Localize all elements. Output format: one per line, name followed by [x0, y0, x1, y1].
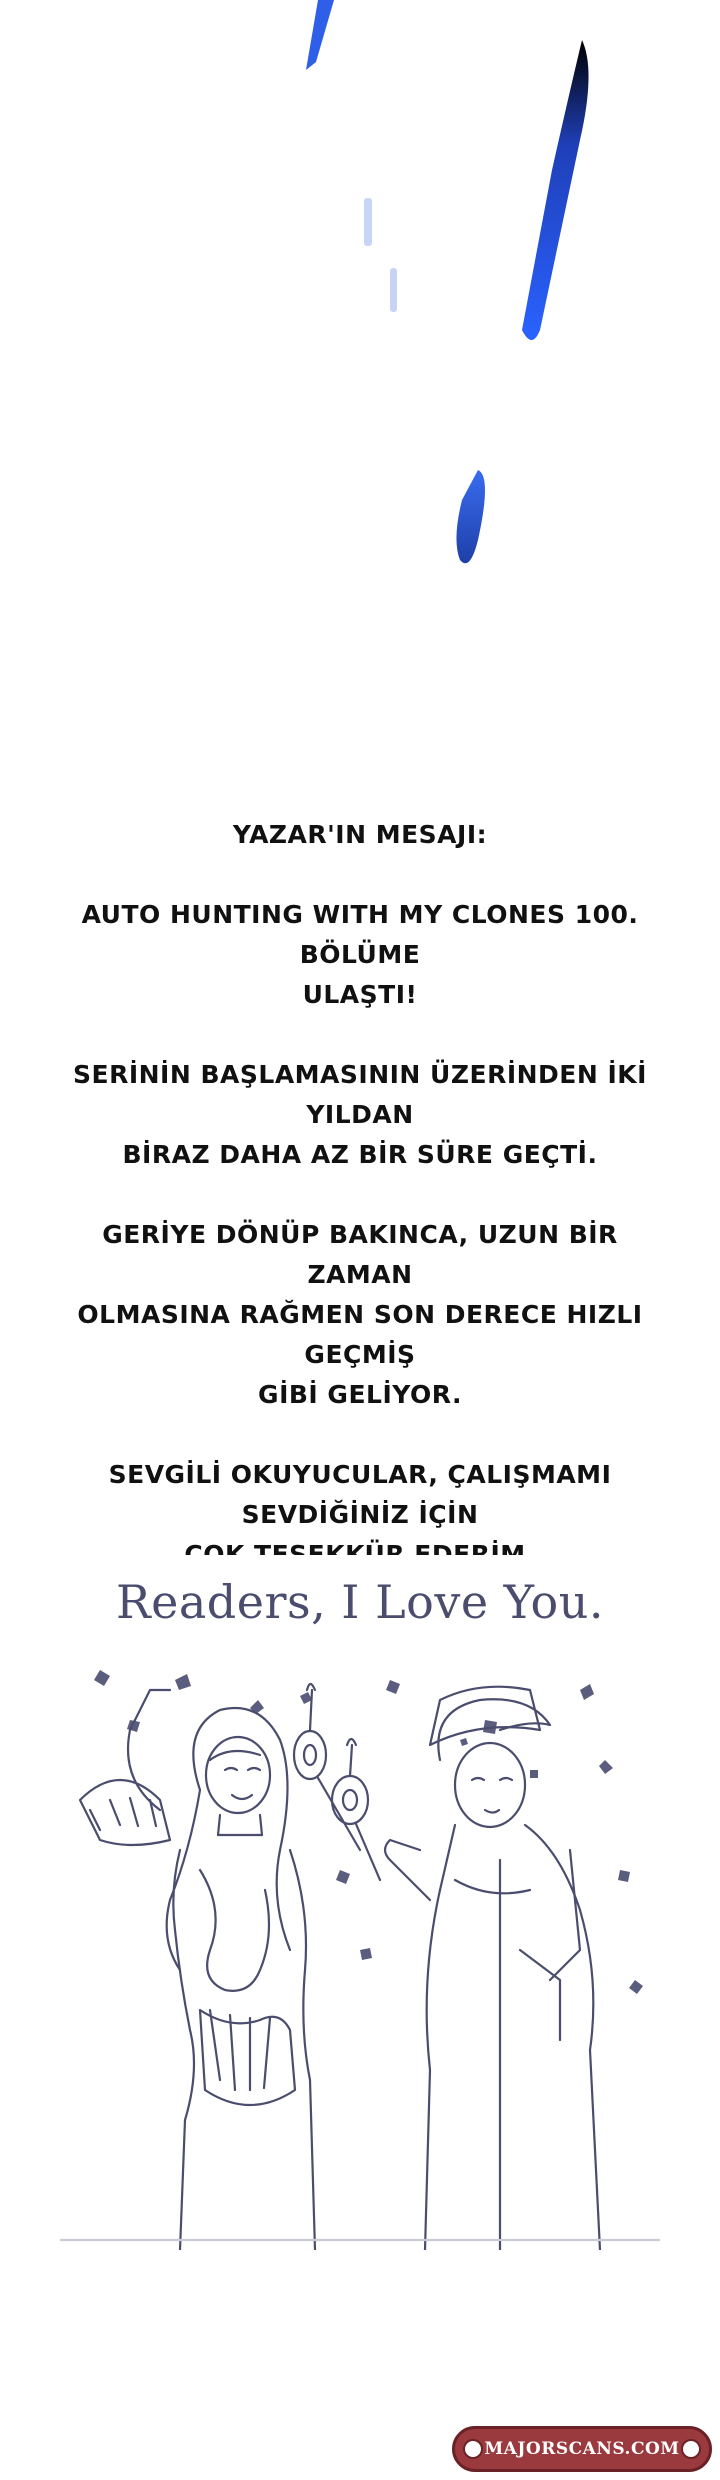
- streak-sliver-1: [364, 198, 372, 246]
- message-paragraph-2: SERİNİN BAŞLAMASININ ÜZERİNDEN İKİ YILDAN BİRAZ DAHA AZ BİR SÜRE GEÇTİ.: [73, 1060, 647, 1169]
- streak-large: [522, 40, 589, 340]
- watermark-text: MAJORSCANS.COM: [484, 2439, 680, 2459]
- ring-gadget: [294, 1684, 380, 1880]
- sparkle-streaks: [0, 0, 720, 620]
- message-paragraph-1: AUTO HUNTING WITH MY CLONES 100. BÖLÜME ULAŞTI!: [81, 900, 639, 1009]
- message-paragraph-3: GERİYE DÖNÜP BAKINCA, UZUN BİR ZAMAN OLMASINA RAĞMEN SON DERECE HIZLI GEÇMİŞ GİBİ GELİYOR.: [77, 1220, 643, 1409]
- site-watermark: [452, 2426, 712, 2472]
- baseball-icon: [681, 2439, 701, 2459]
- message-paragraph-4: SEVGİLİ OKUYUCULAR, ÇALIŞMAMI SEVDİĞİNİZ İÇİN: [108, 1460, 612, 1529]
- illustration-title: Readers, I Love You.: [116, 1575, 604, 1629]
- heroine-figure: [80, 1690, 315, 2250]
- thank-you-illustration: [60, 1555, 660, 2255]
- companion-figure: [385, 1687, 600, 2250]
- streak-sliver-2: [390, 268, 397, 312]
- sketch-characters-image: [60, 1650, 660, 2250]
- message-heading: YAZAR'IN MESAJI:: [232, 820, 488, 849]
- streak-small-top: [306, 0, 334, 70]
- streak-drop: [456, 470, 485, 563]
